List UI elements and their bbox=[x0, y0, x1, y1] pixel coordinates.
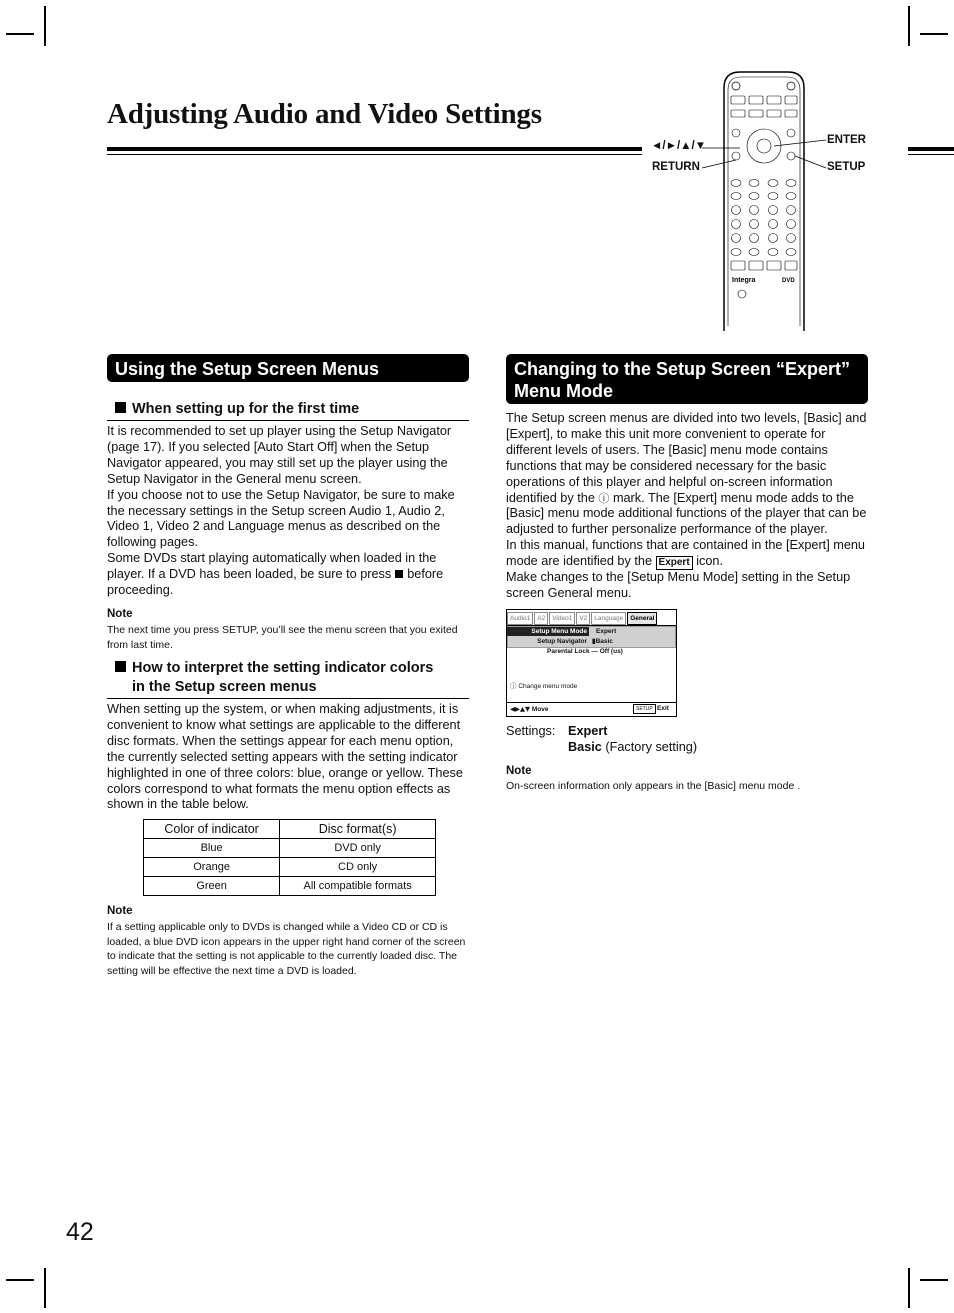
paragraph bbox=[506, 411, 870, 538]
table-cell: CD only bbox=[280, 858, 436, 877]
option-expert[interactable]: Expert bbox=[596, 628, 617, 635]
paragraph bbox=[506, 538, 870, 570]
paragraph-text: before proceeding. bbox=[107, 567, 444, 598]
table-row bbox=[144, 877, 436, 896]
setup-screen-illustration bbox=[506, 609, 677, 717]
exit-hint: Exit bbox=[657, 705, 669, 712]
stop-button-icon bbox=[395, 570, 403, 578]
paragraph-text: Some DVDs start playing automatically when loaded in the player. If a DVD has been loaded, be sure to press bbox=[107, 551, 437, 582]
note-text: The next time you press SETUP, you’ll see the menu screen that you exited from last time. bbox=[107, 624, 458, 651]
table-header-row bbox=[144, 820, 436, 839]
table-cell: Blue bbox=[144, 839, 280, 858]
table-cell: Green bbox=[144, 877, 280, 896]
title-rule-thin bbox=[107, 154, 642, 155]
info-icon: ⓘ bbox=[510, 682, 517, 690]
banner-line: Menu Mode bbox=[514, 381, 613, 401]
note-heading: Note bbox=[107, 905, 133, 917]
tab-audio1[interactable]: Audio1 bbox=[507, 612, 533, 625]
footer-divider bbox=[507, 702, 676, 703]
remote-arrows-label: ◄/►/▲/▼ bbox=[651, 140, 707, 152]
remote-return-label: RETURN bbox=[652, 161, 700, 173]
move-text: Move bbox=[531, 706, 549, 713]
arrow-keys-icon: ◀▶▲▼ bbox=[510, 705, 530, 713]
settings-value-basic bbox=[568, 740, 697, 756]
indicator-colors-body bbox=[107, 702, 471, 813]
settings-label: Settings: bbox=[506, 724, 556, 738]
parental-lock-row[interactable]: Parental Lock — Off (us) bbox=[547, 648, 623, 655]
paragraph-text: mark. The [Expert] menu mode adds to the [Basic] menu mode additional functions of the player that can be adjusted to further personalize performance of the player. bbox=[506, 490, 867, 537]
subheading-rule bbox=[107, 698, 469, 699]
title-rule-right bbox=[908, 147, 954, 151]
expert-mode-body bbox=[506, 411, 870, 602]
svg-text:DVD: DVD bbox=[782, 278, 795, 284]
setup-menu-mode-row[interactable]: Setup Menu Mode bbox=[507, 627, 589, 636]
tab-language[interactable]: Language bbox=[591, 612, 626, 625]
indicator-color-table bbox=[143, 819, 436, 896]
info-icon: ⓘ bbox=[598, 491, 610, 505]
bullet-square-icon bbox=[115, 402, 126, 413]
settings-value-expert: Expert bbox=[568, 724, 608, 738]
page-number: 42 bbox=[66, 1218, 94, 1246]
first-time-body bbox=[107, 424, 469, 599]
paragraph-text: In this manual, functions that are contained in the [Expert] menu mode are identified by the bbox=[506, 538, 865, 569]
title-rule bbox=[107, 147, 642, 151]
crop-mark bbox=[6, 33, 34, 35]
setup-navigator-row[interactable]: Setup Navigator bbox=[537, 638, 587, 645]
selected-indicator: ▮ bbox=[592, 638, 596, 645]
subheading-first-time-text: When setting up for the first time bbox=[132, 401, 360, 417]
paragraph: If you choose not to use the Setup Navigator, be sure to make the necessary settings in the Setup screen Audio 1, Audio 2, Video 1, Video 2 and Language menus as described on the following pages. bbox=[107, 487, 455, 550]
factory-setting-text: (Factory setting) bbox=[605, 740, 698, 754]
table-cell: All compatible formats bbox=[280, 877, 436, 896]
settings-value-basic-text: Basic bbox=[568, 740, 602, 754]
section-banner-setup-menus: Using the Setup Screen Menus bbox=[107, 354, 469, 382]
expert-badge-icon: Expert bbox=[656, 556, 693, 570]
banner-line: Changing to the Setup Screen “Expert” bbox=[514, 359, 851, 379]
tab-video1[interactable]: Video1 bbox=[549, 612, 575, 625]
paragraph: Make changes to the [Setup Menu Mode] setting in the Setup screen General menu. bbox=[506, 570, 851, 601]
subheading-first-time bbox=[115, 400, 359, 419]
info-text: Change menu mode bbox=[518, 683, 578, 690]
crop-mark bbox=[44, 1268, 46, 1308]
table-header-cell: Disc format(s) bbox=[280, 820, 436, 839]
remote-brand: Integra bbox=[732, 277, 756, 284]
crop-mark bbox=[6, 1279, 34, 1281]
tab-video2[interactable]: V2 bbox=[576, 612, 590, 625]
remote-enter-label: ENTER bbox=[827, 134, 866, 146]
setup-button-icon: SETUP bbox=[633, 704, 656, 714]
crop-mark bbox=[908, 6, 910, 46]
table-header-cell: Color of indicator bbox=[144, 820, 280, 839]
option-basic[interactable] bbox=[592, 637, 613, 646]
note-text: If a setting applicable only to DVDs is changed while a Video CD or CD is loaded, a blue DVD icon appears in the upper right hand corner of the screen to indicate that the setting is not applicable to the currently loaded disc. The setting will be effective the next time a DVD is loaded. bbox=[107, 921, 466, 977]
paragraph-text: icon. bbox=[696, 554, 723, 569]
paragraph bbox=[107, 551, 469, 599]
move-hint bbox=[510, 704, 548, 715]
info-line bbox=[510, 682, 577, 691]
table-row bbox=[144, 858, 436, 877]
subheading-indicator-colors bbox=[115, 659, 475, 697]
subheading-indicator-colors-text: How to interpret the setting indicator colors bbox=[132, 660, 434, 676]
setup-tabs bbox=[507, 612, 658, 625]
crop-mark bbox=[44, 6, 46, 46]
crop-mark bbox=[920, 1279, 948, 1281]
table-row bbox=[144, 839, 436, 858]
note-heading: Note bbox=[107, 608, 133, 620]
note-heading: Note bbox=[506, 765, 532, 777]
page-title: Adjusting Audio and Video Settings bbox=[107, 98, 542, 130]
option-basic-text: Basic bbox=[595, 638, 613, 645]
crop-mark bbox=[920, 33, 948, 35]
subheading-rule bbox=[107, 420, 469, 421]
subheading-indicator-colors-text: in the Setup screen menus bbox=[132, 679, 317, 695]
crop-mark bbox=[908, 1268, 910, 1308]
paragraph-text: The Setup screen menus are divided into two levels, [Basic] and [Expert], to make this unit more convenient to operate for different levels of users. The [Basic] menu mode contains functions that may be considered necessary for the basic operations of this player and helpful on-screen information identified by the bbox=[506, 411, 867, 505]
table-cell: Orange bbox=[144, 858, 280, 877]
note-text: On-screen information only appears in the [Basic] menu mode . bbox=[506, 780, 801, 792]
title-rule-right-thin bbox=[908, 154, 954, 155]
bullet-square-icon bbox=[115, 661, 126, 672]
remote-control-illustration bbox=[640, 68, 880, 336]
section-banner-expert-mode bbox=[506, 354, 868, 404]
paragraph: When setting up the system, or when making adjustments, it is convenient to know what settings are applicable to the different disc formats. When the settings appear for each menu option, the currently selected setting appears with the setting indicator highlighted in one of three colors: blue, orange or yellow. These colors correspond to what formats the menu option effects as shown in the table below. bbox=[107, 702, 463, 812]
table-cell: DVD only bbox=[280, 839, 436, 858]
tab-general[interactable]: General bbox=[627, 612, 657, 625]
paragraph: It is recommended to set up player using the Setup Navigator (page 17). If you selected [Auto Start Off] when the Setup Navigator appeared, you may still set up the player using the Setup Navigator in the General menu screen. bbox=[107, 424, 452, 486]
tab-audio2[interactable]: A2 bbox=[534, 612, 548, 625]
remote-setup-label: SETUP bbox=[827, 161, 866, 173]
